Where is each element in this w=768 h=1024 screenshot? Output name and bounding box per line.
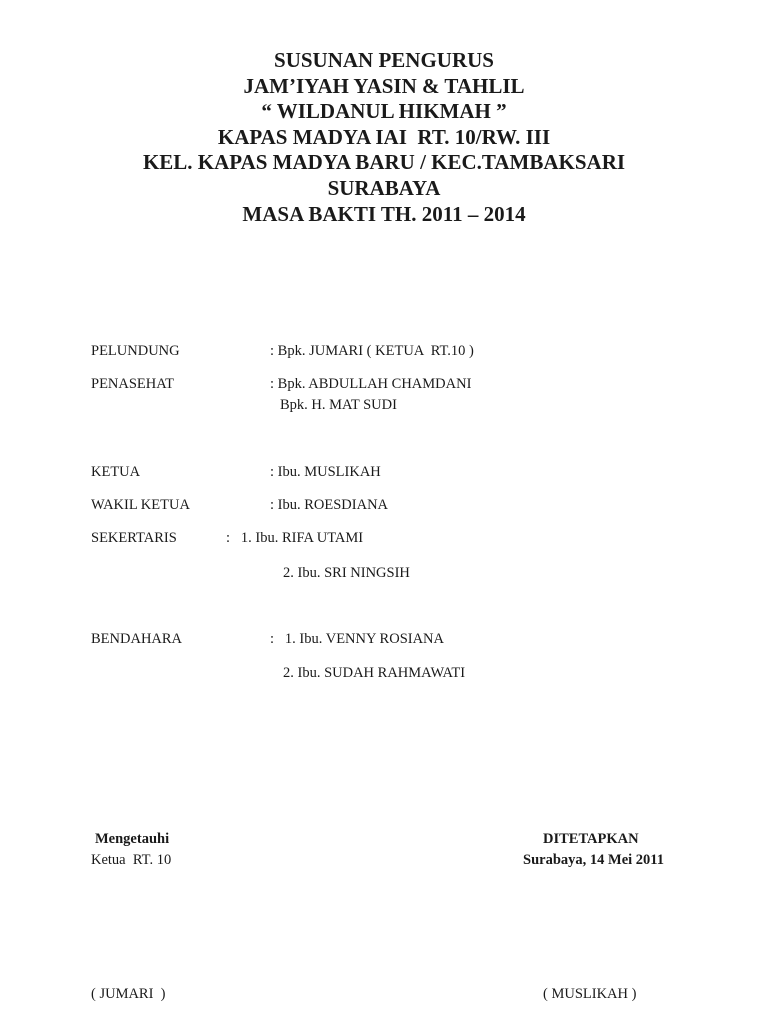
penasehat-label: PENASEHAT bbox=[91, 376, 174, 392]
bendahara-label: BENDAHARA bbox=[91, 631, 183, 647]
pelundung-label: PELUNDUNG bbox=[91, 343, 180, 359]
ketua-label: KETUA bbox=[91, 464, 141, 480]
wakil-ketua-label: WAKIL KETUA bbox=[91, 497, 190, 513]
bendahara-value-2: 2. Ibu. SUDAH RAHMAWATI bbox=[283, 665, 466, 681]
penasehat-value-2: Bpk. H. MAT SUDI bbox=[280, 397, 397, 413]
pelundung-value: : Bpk. JUMARI ( KETUA RT.10 ) bbox=[270, 343, 474, 359]
document-title bbox=[0, 48, 768, 227]
penasehat-value-1: : Bpk. ABDULLAH CHAMDANI bbox=[270, 376, 472, 392]
mengetahui-heading: Mengetauhi bbox=[95, 831, 170, 847]
right-signatory-name: ( MUSLIKAH ) bbox=[543, 986, 637, 1002]
ketua-value: : Ibu. MUSLIKAH bbox=[270, 464, 381, 480]
title-line-1: SUSUNAN PENGURUS bbox=[274, 48, 494, 72]
left-signatory-name: ( JUMARI ) bbox=[91, 986, 166, 1002]
title-line-7: MASA BAKTI TH. 2011 – 2014 bbox=[242, 201, 526, 226]
wakil-ketua-value: : Ibu. ROESDIANA bbox=[270, 497, 389, 513]
bendahara-value-1: : 1. Ibu. VENNY ROSIANA bbox=[270, 631, 444, 647]
ditetapkan-heading: DITETAPKAN bbox=[543, 831, 639, 847]
title-line-5: KEL. KAPAS MADYA BARU / KEC.TAMBAKSARI bbox=[142, 150, 626, 175]
title-line-6: SURABAYA bbox=[327, 175, 441, 200]
sekertaris-value-2: 2. Ibu. SRI NINGSIH bbox=[283, 565, 410, 581]
ketua-rt-role: Ketua RT. 10 bbox=[91, 852, 172, 868]
sekertaris-value-1: : 1. Ibu. RIFA UTAMI bbox=[226, 530, 364, 546]
title-line-4: KAPAS MADYA IAI RT. 10/RW. III bbox=[217, 124, 551, 149]
title-line-2: JAM’IYAH YASIN & TAHLIL bbox=[243, 73, 525, 98]
title-line-3: “ WILDANUL HIKMAH ” bbox=[261, 99, 507, 124]
place-date: Surabaya, 14 Mei 2011 bbox=[523, 852, 664, 868]
sekertaris-label: SEKERTARIS bbox=[91, 530, 177, 546]
